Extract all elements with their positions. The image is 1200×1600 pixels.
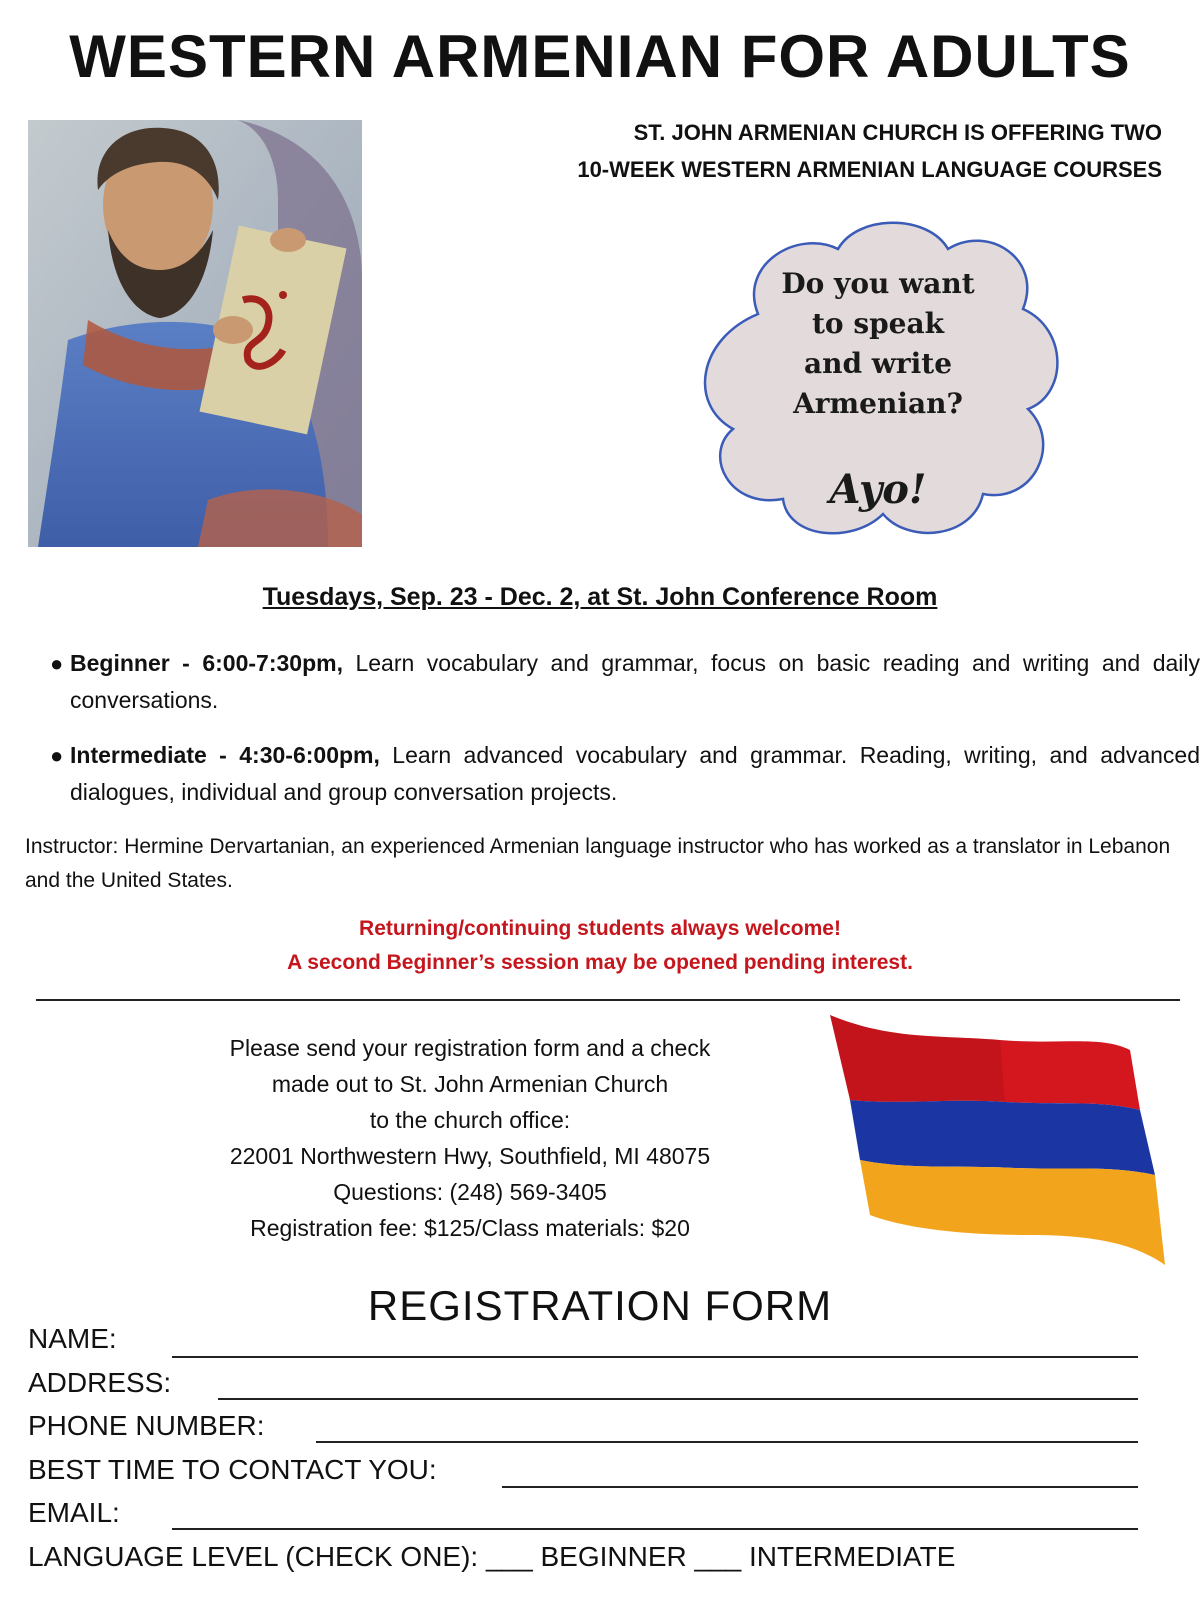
bullet-icon: ● bbox=[50, 651, 64, 676]
section-divider bbox=[36, 999, 1180, 1001]
speech-cloud bbox=[688, 204, 1068, 549]
cloud-line-2: to speak bbox=[811, 307, 945, 340]
cloud-question bbox=[688, 264, 1068, 424]
portrait-painting bbox=[28, 120, 362, 547]
course-intermediate bbox=[50, 737, 1200, 811]
course-beginner-heading: Beginner - 6:00-7:30pm, bbox=[70, 650, 343, 676]
subheading-line-2: 10-WEEK WESTERN ARMENIAN LANGUAGE COURSES bbox=[577, 157, 1162, 182]
intermediate-checkbox[interactable]: ___ bbox=[694, 1541, 742, 1572]
notice-line-2: A second Beginner’s session may be opened pending interest. bbox=[287, 951, 913, 974]
cloud-line-3: and write bbox=[803, 347, 953, 380]
bullet-icon: ● bbox=[50, 743, 64, 768]
name-label: NAME: bbox=[28, 1323, 117, 1354]
portrait-illustration bbox=[28, 120, 362, 547]
email-field[interactable] bbox=[172, 1528, 1138, 1530]
cloud-exclaim: Ayo! bbox=[829, 466, 927, 513]
course-intermediate-description: Learn advanced vocabulary and grammar. Reading, writing, and advanced dialogues, individual and group conversation projects. bbox=[70, 742, 1200, 805]
flyer-title: WESTERN ARMENIAN FOR ADULTS bbox=[69, 23, 1131, 90]
beginner-checkbox[interactable]: ___ bbox=[485, 1541, 533, 1572]
name-field[interactable] bbox=[172, 1356, 1138, 1358]
schedule-heading: Tuesdays, Sep. 23 - Dec. 2, at St. John Conference Room bbox=[262, 583, 938, 611]
mail-line-2: made out to St. John Armenian Church bbox=[271, 1071, 669, 1097]
contact-time-label: BEST TIME TO CONTACT YOU: bbox=[28, 1454, 437, 1485]
phone-label: PHONE NUMBER: bbox=[28, 1410, 265, 1441]
course-beginner bbox=[50, 645, 1200, 719]
notice bbox=[0, 912, 1200, 980]
subheading-line-1: ST. JOHN ARMENIAN CHURCH IS OFFERING TWO bbox=[633, 120, 1162, 145]
email-label: EMAIL: bbox=[28, 1497, 120, 1528]
mail-address: 22001 Northwestern Hwy, Southfield, MI 48075 bbox=[229, 1143, 711, 1169]
language-level-row bbox=[28, 1541, 955, 1573]
course-beginner-description: Learn vocabulary and grammar, focus on basic reading and writing and daily conversations. bbox=[70, 650, 1200, 713]
contact-time-field[interactable] bbox=[502, 1486, 1138, 1488]
mail-fees: Registration fee: $125/Class materials: $20 bbox=[250, 1215, 690, 1241]
instructor-info: Instructor: Hermine Dervartanian, an experienced Armenian language instructor who has worked as a translator in Lebanon and the United States. bbox=[25, 835, 1171, 892]
armenian-flag bbox=[830, 1010, 1180, 1272]
mail-line-1: Please send your registration form and a check bbox=[229, 1035, 711, 1061]
course-intermediate-heading: Intermediate - 4:30-6:00pm, bbox=[70, 742, 380, 768]
language-level-label: LANGUAGE LEVEL (CHECK ONE): bbox=[28, 1541, 479, 1572]
flag-icon bbox=[830, 1010, 1180, 1272]
beginner-option-label: BEGINNER bbox=[540, 1541, 687, 1572]
mailing-instructions bbox=[140, 1030, 800, 1246]
mail-line-3: to the church office: bbox=[369, 1107, 571, 1133]
subheading bbox=[577, 114, 1162, 188]
mail-questions: Questions: (248) 569-3405 bbox=[333, 1179, 607, 1205]
phone-field[interactable] bbox=[316, 1441, 1138, 1443]
address-label: ADDRESS: bbox=[28, 1367, 172, 1398]
intermediate-option-label: INTERMEDIATE bbox=[749, 1541, 956, 1572]
address-field[interactable] bbox=[218, 1398, 1138, 1400]
notice-line-1: Returning/continuing students always welcome! bbox=[359, 917, 841, 940]
registration-form-title: REGISTRATION FORM bbox=[367, 1282, 833, 1329]
cloud-line-1: Do you want bbox=[781, 267, 975, 300]
cloud-line-4: Armenian? bbox=[793, 387, 963, 420]
